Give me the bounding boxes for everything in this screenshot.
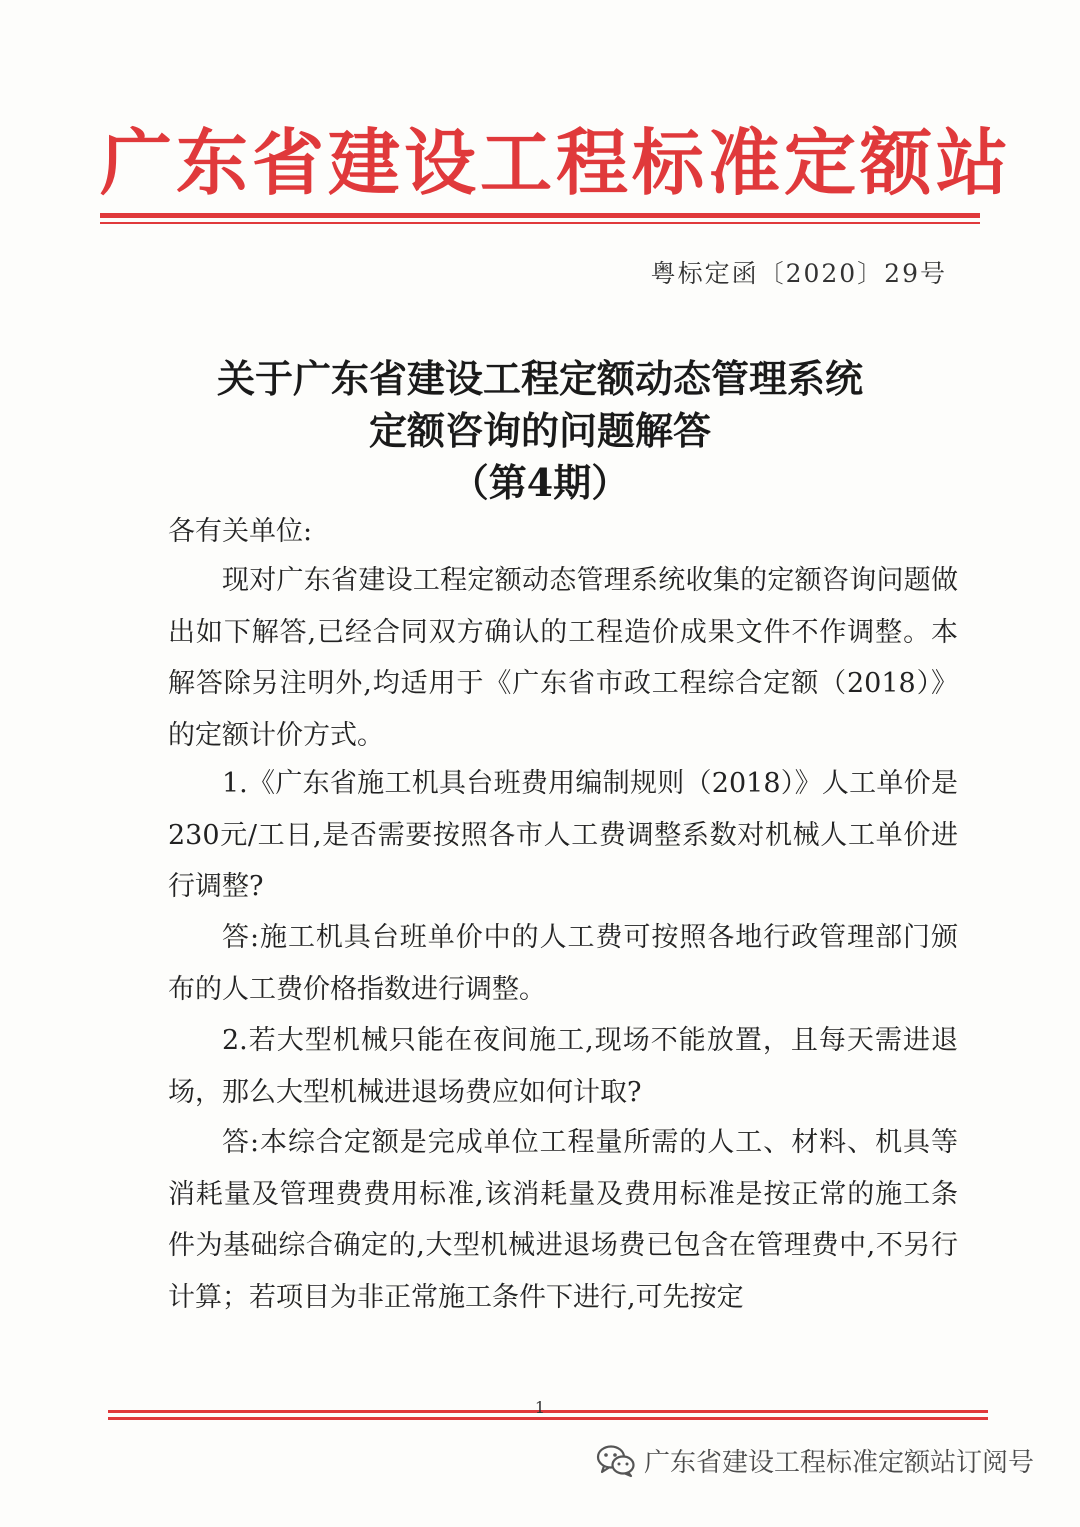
letterhead-title: 广东省建设工程标准定额站	[100, 121, 1013, 205]
question-2: 2.若大型机械只能在夜间施工,现场不能放置，且每天需进退场，那么大型机械进退场费应如何计取?	[168, 1025, 958, 1108]
wechat-icon	[596, 1444, 636, 1478]
salutation: 各有关单位:	[168, 516, 313, 547]
document-title-line-1: 关于广东省建设工程定额动态管理系统	[216, 356, 863, 401]
document-title-issue: （第4期）	[450, 460, 630, 505]
letterhead-rule-bottom	[100, 222, 980, 224]
intro-paragraph: 现对广东省建设工程定额动态管理系统收集的定额咨询问题做出如下解答,已经合同双方确认的工程造价成果文件不作调整。本解答除另注明外,均适用于《广东省市政工程综合定额（2018）》的定额计价方式。	[168, 565, 958, 751]
answer-2: 答:本综合定额是完成单位工程量所需的人工、材料、机具等消耗量及管理费费用标准,该消耗量及费用标准是按正常的施工条件为基础综合确定的,大型机械进退场费已包含在管理费中,不另行计算；若项目为非正常施工条件下进行,可先按定	[168, 1127, 958, 1313]
document-title-line-2: 定额咨询的问题解答	[368, 408, 711, 453]
question-1: 1.《广东省施工机具台班费用编制规则（2018）》人工单价是230元/工日,是否需要按照各市人工费调整系数对机械人工单价进行调整?	[168, 768, 958, 902]
page-number: 1	[534, 1398, 546, 1417]
answer-1: 答:施工机具台班单价中的人工费可按照各地行政管理部门颁布的人工费价格指数进行调整。	[168, 922, 958, 1005]
account-name: 广东省建设工程标准定额站订阅号	[644, 1448, 1035, 1478]
document-number: 粤标定函〔2020〕29号	[650, 259, 947, 288]
footer-rule-bottom	[108, 1417, 988, 1420]
account-watermark	[596, 1442, 1034, 1479]
letterhead-rule-top	[100, 213, 980, 218]
